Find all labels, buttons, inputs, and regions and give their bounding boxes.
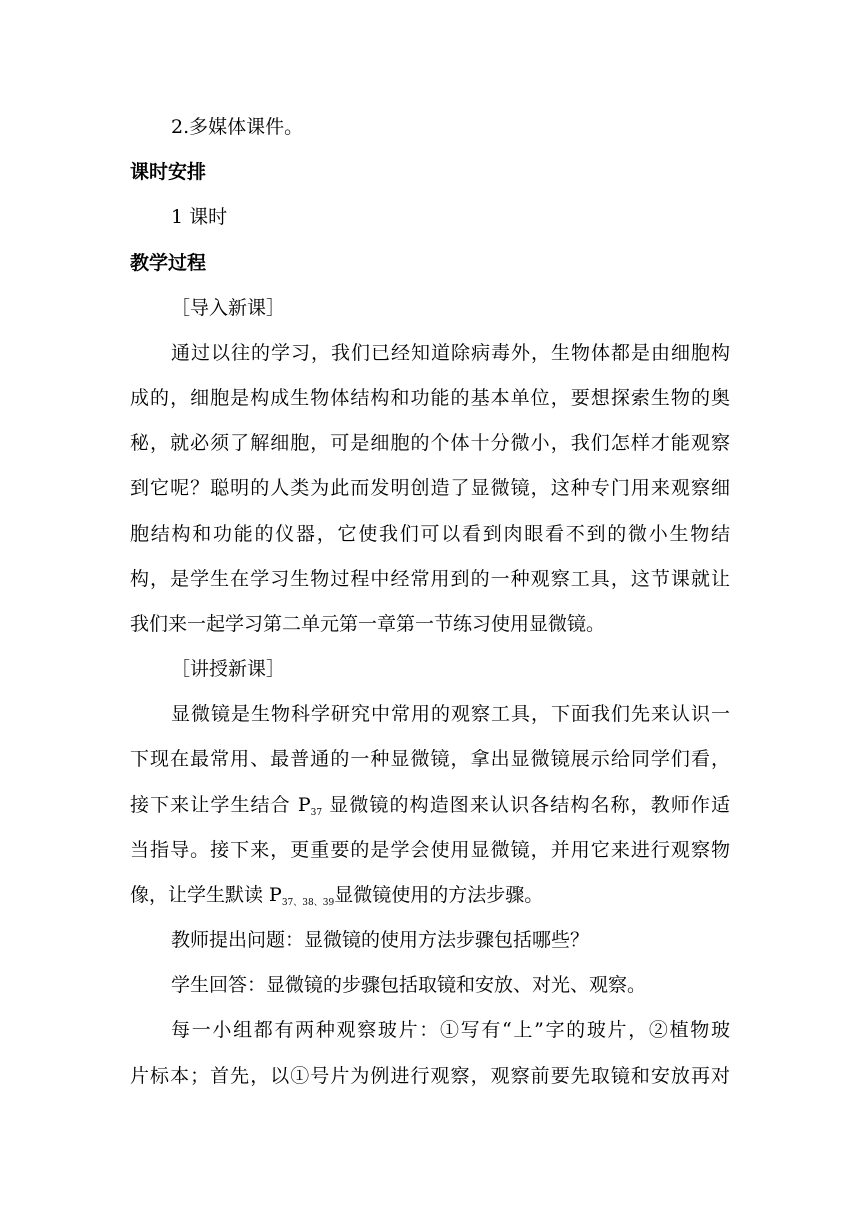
new-lesson-paragraph-line: 当指导。接下来，更重要的是学会使用显微镜，并用它来进行观察物 — [130, 839, 730, 861]
page-ref-prefix: 接下来让学生结合 P — [130, 794, 311, 816]
slides-paragraph-line: 片标本；首先，以①号片为例进行观察，观察前要先取镜和安放再对 — [130, 1065, 730, 1087]
page-ref-prefix: 像，让学生默读 P — [130, 884, 282, 906]
new-lesson-paragraph-line: 下现在最常用、最普通的一种显微镜，拿出显微镜展示给同学们看， — [130, 748, 730, 770]
intro-paragraph-line: 构，是学生在学习生物过程中经常用到的一种观察工具，这节课就让 — [130, 568, 730, 590]
new-lesson-paragraph-line — [130, 792, 730, 818]
intro-paragraph-line: 到它呢？聪明的人类为此而发明创造了显微镜，这种专门用来观察细 — [130, 477, 730, 499]
intro-paragraph-line: 我们来一起学习第二单元第一章第一节练习使用显微镜。 — [130, 613, 606, 635]
new-lesson-paragraph-line: 显微镜是生物科学研究中常用的观察工具，下面我们先来认识一 — [171, 703, 730, 725]
intro-section-label: ［导入新课］ — [171, 297, 286, 319]
schedule-value: 1 课时 — [171, 206, 228, 228]
page-ref-suffix: 显微镜使用的方法步骤。 — [334, 884, 544, 906]
page-ref-suffix: 显微镜的构造图来认识各结构名称，教师作适 — [322, 794, 730, 816]
new-lesson-section-label: ［讲授新课］ — [171, 658, 286, 680]
teacher-question: 教师提出问题：显微镜的使用方法步骤包括哪些？ — [171, 929, 590, 951]
intro-paragraph-line: 通过以往的学习，我们已经知道除病毒外，生物体都是由细胞构 — [171, 342, 730, 364]
materials-item-2: 2.多媒体课件。 — [171, 116, 304, 138]
schedule-heading: 课时安排 — [130, 161, 207, 183]
intro-paragraph-line: 成的，细胞是构成生物体结构和功能的基本单位，要想探索生物的奥 — [130, 387, 730, 409]
page-ref-subscript: 37、38、39 — [281, 898, 335, 908]
intro-paragraph-line: 秘，就必须了解细胞，可是细胞的个体十分微小，我们怎样才能观察 — [130, 432, 730, 454]
page-ref-subscript: 37 — [310, 808, 323, 818]
new-lesson-paragraph-line — [130, 882, 730, 908]
process-heading: 教学过程 — [130, 252, 207, 274]
intro-paragraph-line: 胞结构和功能的仪器，它使我们可以看到肉眼看不到的微小生物结 — [130, 523, 730, 545]
slides-paragraph-line: 每一小组都有两种观察玻片：①写有“上”字的玻片，②植物玻 — [171, 1019, 730, 1041]
student-answer: 学生回答：显微镜的步骤包括取镜和安放、对光、观察。 — [171, 974, 647, 996]
